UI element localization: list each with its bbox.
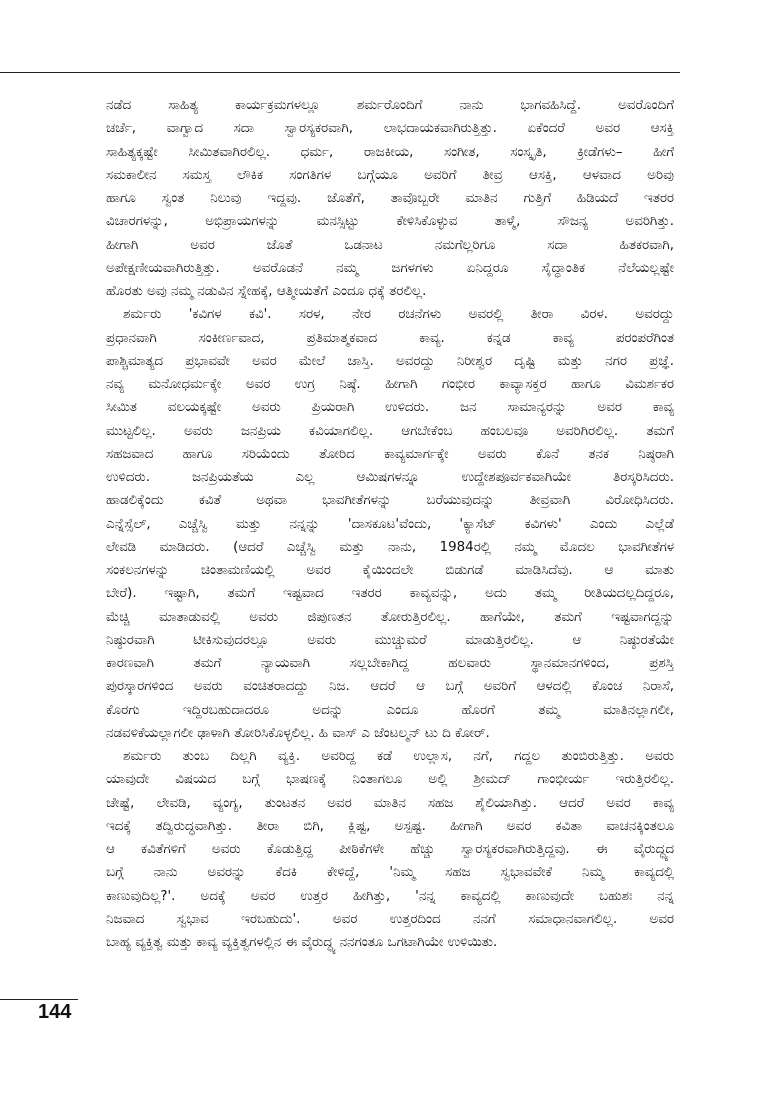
text-line: ಲೇವಡಿ ಮಾಡಿದರು. (ಆದರೆ ಎಚ್ಚೆಸ್ವಿ ಮತ್ತು ನಾನು, 1984ರಲ್ಲಿ ನಮ್ಮ ಮೊದಲ ಭಾವಗೀತೆಗಳ bbox=[106, 539, 674, 555]
paragraph bbox=[106, 94, 674, 303]
text-line: ಬೇರೆ). ಇಷ್ಟಾಗಿ, ತಮಗೆ ಇಷ್ಟವಾದ ಇತರರ ಕಾವ್ಯವನ್ನು, ಅದು ತಮ್ಮ ರೀತಿಯದಲ್ಲದಿದ್ದರೂ, bbox=[106, 586, 674, 602]
text-line: ಕೊರಗು ಇದ್ದಿರಬಹುದಾದರೂ ಅದನ್ನು ಎಂದೂ ಹೊರಗೆ ತಮ್ಮ ಮಾತಿನಲ್ಲಾಗಲೀ, bbox=[106, 702, 674, 718]
text-line: ಮೆಚ್ಚಿ ಮಾತಾಡುವಲ್ಲಿ ಅವರು ಜಿಪುಣತನ ತೋರುತ್ತಿರಲಿಲ್ಲ. ಹಾಗೆಯೇ, ತಮಗೆ ಇಷ್ಟವಾಗದ್ದನ್ನು bbox=[106, 609, 674, 625]
paragraph bbox=[106, 745, 674, 954]
text-line: ಮುಟ್ಟಲಿಲ್ಲ. ಅವರು ಜನಪ್ರಿಯ ಕವಿಯಾಗಲಿಲ್ಲ. ಆಗಬೇಕೆಂಬ ಹಂಬಲವೂ ಅವರಿಗಿರಲಿಲ್ಲ. ತಮಗೆ bbox=[106, 423, 674, 439]
text-line: ಉಳಿದರು. ಜನಪ್ರಿಯತೆಯ ಎಲ್ಲ ಆಮಿಷಗಳನ್ನೂ ಉದ್ದೇಶಪೂರ್ವಕವಾಗಿಯೇ ತಿರಸ್ಕರಿಸಿದರು. bbox=[106, 470, 674, 485]
text-line: ಆ ಕವಿತೆಗಳಿಗೆ ಅವರು ಕೊಡುತ್ತಿದ್ದ ಪೀಠಿಕೆಗಳೇ ಹೆಚ್ಚು ಸ್ವಾರಸ್ಯಕರವಾಗಿರುತ್ತಿದ್ದವು. ಈ ವೈರುದ್ಧ್ಯದ bbox=[106, 842, 674, 857]
text-line: ಪ್ರಧಾನವಾಗಿ ಸಂಕೀರ್ಣವಾದ, ಪ್ರತಿಮಾತ್ಮಕವಾದ ಕಾವ್ಯ. ಕನ್ನಡ ಕಾವ್ಯ ಪರಂಪರೆಗಿಂತ bbox=[106, 330, 674, 346]
text-line: ಶರ್ಮರು 'ಕವಿಗಳ ಕವಿ'. ಸರಳ, ನೇರ ರಚನೆಗಳು ಅವರಲ್ಲಿ ತೀರಾ ವಿರಳ. ಅವರದ್ದು bbox=[123, 307, 674, 323]
paragraph bbox=[106, 303, 674, 745]
header-rule bbox=[0, 72, 680, 73]
text-line: ಶರ್ಮರು ತುಂಬ ದಿಲ್ಲಗಿ ವ್ಯಕ್ತಿ. ಅವರಿದ್ದ ಕಡೆ ಉಲ್ಲಾಸ, ನಗೆ, ಗದ್ದಲ ತುಂಬಿರುತ್ತಿತ್ತು. ಅವರು bbox=[123, 749, 674, 764]
body-text bbox=[106, 94, 674, 954]
text-line: ಸಹಜವಾದ ಹಾಗೂ ಸರಿಯೆಂದು ತೋರಿದ ಕಾವ್ಯಮಾರ್ಗಕ್ಕೇ ಅವರು ಕೊನೆ ತನಕ ನಿಷ್ಠರಾಗಿ bbox=[106, 446, 674, 462]
page-number: 144 bbox=[38, 1001, 72, 1023]
text-line: ಸಂಕಲನಗಳನ್ನು ಚಿಂತಾಮಣಿಯಲ್ಲಿ ಅವರ ಕೈಯಿಂದಲೇ ಬಿಡುಗಡೆ ಮಾಡಿಸಿದೆವು. ಆ ಮಾತು bbox=[106, 563, 674, 578]
text-line: ಸಾಹಿತ್ಯಕ್ಕಷ್ಟೇ ಸೀಮಿತವಾಗಿರಲಿಲ್ಲ. ಧರ್ಮ, ರಾಜಕೀಯ, ಸಂಗೀತ, ಸಂಸ್ಕೃತಿ, ಕ್ರೀಡೆಗಳು– ಹೀಗೆ bbox=[106, 144, 674, 160]
text-line: ಯಾವುದೇ ವಿಷಯದ ಬಗ್ಗೆ ಭಾಷಣಕ್ಕೆ ನಿಂತಾಗಲೂ ಅಲ್ಲಿ ಶ್ರೀಮದ್ ಗಾಂಭೀರ್ಯ ಇರುತ್ತಿರಲಿಲ್ಲ. bbox=[106, 772, 674, 788]
text-line: ಇದಕ್ಕೆ ತದ್ವಿರುದ್ಧವಾಗಿತ್ತು. ತೀರಾ ಬಿಗಿ, ಕ್ಲಿಷ್ಟ, ಅಸ್ಪಷ್ಟ. ಹೀಗಾಗಿ ಅವರ ಕವಿತಾ ವಾಚನಕ್ಕಿಂತಲೂ bbox=[106, 818, 674, 834]
text-line: ಹೊರತು ಅವು ನಮ್ಮ ನಡುವಿನ ಸ್ನೇಹಕ್ಕೆ, ಆತ್ಮೀಯತೆಗೆ ಎಂದೂ ಧಕ್ಕೆ ತರಲಿಲ್ಲ. bbox=[106, 284, 427, 299]
text-line: ಚೇಷ್ಟೆ, ಲೇವಡಿ, ವ್ಯಂಗ್ಯ, ತುಂಟತನ ಅವರ ಮಾತಿನ ಸಹಜ ಶೈಲಿಯಾಗಿತ್ತು. ಆದರೆ ಅವರ ಕಾವ್ಯ bbox=[106, 795, 674, 811]
text-line: ಸಮಕಾಲೀನ ಸಮಸ್ತ ಲೌಕಿಕ ಸಂಗತಿಗಳ ಬಗ್ಗೆಯೂ ಅವರಿಗೆ ತೀವ್ರ ಆಸಕ್ತಿ, ಆಳವಾದ ಅರಿವು bbox=[106, 167, 674, 183]
text-line: ಬಾಹ್ಯ ವ್ಯಕ್ತಿತ್ವ ಮತ್ತು ಕಾವ್ಯ ವ್ಯಕ್ತಿತ್ವಗಳಲ್ಲಿನ ಈ ವೈರುದ್ಧ್ಯ ನನಗಂತೂ ಒಗಟಾಗಿಯೇ ಉಳಿಯಿತು. bbox=[106, 935, 498, 950]
text-line: ಹಾಡಲಿಕ್ಕೆಂದು ಕವಿತೆ ಅಥವಾ ಭಾವಗೀತೆಗಳನ್ನು ಬರೆಯುವುದನ್ನು ತೀವ್ರವಾಗಿ ವಿರೋಧಿಸಿದರು. bbox=[106, 493, 674, 509]
text-line: ವಿಚಾರಗಳನ್ನು, ಅಭಿಪ್ರಾಯಗಳನ್ನು ಮನಸ್ಸಿಟ್ಟು ಕೇಳಿಸಿಕೊಳ್ಳುವ ತಾಳ್ಮೆ, ಸೌಜನ್ಯ ಅವರಿಗಿತ್ತು. bbox=[106, 214, 674, 230]
text-line: ಸೀಮಿತ ವಲಯಕ್ಕಷ್ಟೇ ಅವರು ಪ್ರಿಯರಾಗಿ ಉಳಿದರು. ಜನ ಸಾಮಾನ್ಯರನ್ನು ಅವರ ಕಾವ್ಯ bbox=[106, 400, 674, 416]
text-line: ಚರ್ಚೆ, ವಾಗ್ವಾದ ಸದಾ ಸ್ವಾರಸ್ಯಕರವಾಗಿ, ಲಾಭದಾಯಕವಾಗಿರುತ್ತಿತ್ತು. ಏಕೆಂದರೆ ಅವರ ಆಸಕ್ತಿ bbox=[106, 121, 674, 137]
text-line: ಹಾಗೂ ಸ್ವಂತ ನಿಲುವು ಇದ್ದವು. ಜೊತೆಗೆ, ತಾವೊಬ್ಬರೇ ಮಾತಿನ ಗುತ್ತಿಗೆ ಹಿಡಿಯದೆ ಇತರರ bbox=[106, 191, 674, 206]
text-line: ನಿಷ್ಠುರವಾಗಿ ಟೀಕಿಸುವುದರಲ್ಲೂ ಅವರು ಮುಚ್ಚುಮರೆ ಮಾಡುತ್ತಿರಲಿಲ್ಲ. ಆ ನಿಷ್ಠುರತೆಯೇ bbox=[106, 632, 674, 648]
text-line: ಎನ್ನೆಸ್ಸೆಲ್, ಎಚ್ಚೆಸ್ವಿ ಮತ್ತು ನನ್ನನ್ನು 'ದಾಸಕೂಟ'ವೆಂದು, 'ಕ್ಯಾಸೆಟ್ ಕವಿಗಳು' ಎಂದು ಎಲ್ಲೆಡೆ bbox=[106, 516, 674, 532]
text-line: ಬಗ್ಗೆ ನಾನು ಅವರನ್ನು ಕೆದಕಿ ಕೇಳಿದ್ದೆ, 'ನಿಮ್ಮ ಸಹಜ ಸ್ವಭಾವವೇಕೆ ನಿಮ್ಮ ಕಾವ್ಯದಲ್ಲಿ bbox=[106, 865, 674, 881]
text-line: ಅಪೇಕ್ಷಣೀಯವಾಗಿರುತ್ತಿತ್ತು. ಅವರೊಡನೆ ನಮ್ಮ ಜಗಳಗಳು ಏನಿದ್ದರೂ ಸೈದ್ಧಾಂತಿಕ ನೆಲೆಯಲ್ಲಷ್ಟೇ bbox=[106, 260, 674, 276]
text-line: ನಡೆದ ಸಾಹಿತ್ಯ ಕಾರ್ಯಕ್ರಮಗಳಲ್ಲೂ ಶರ್ಮರೊಂದಿಗೆ ನಾನು ಭಾಗವಹಿಸಿದ್ದೆ. ಅವರೊಂದಿಗೆ bbox=[106, 98, 674, 113]
text-line: ಕಾಣುವುದಿಲ್ಲ?'. ಅದಕ್ಕೆ ಅವರ ಉತ್ತರ ಹೀಗಿತ್ತು, 'ನನ್ನ ಕಾವ್ಯದಲ್ಲಿ ಕಾಣುವುದೇ ಬಹುಶಃ ನನ್ನ bbox=[106, 888, 674, 904]
text-line: ಪುರಸ್ಕಾರಗಳಿಂದ ಅವರು ವಂಚಿತರಾದದ್ದು ನಿಜ. ಆದರೆ ಆ ಬಗ್ಗೆ ಅವರಿಗೆ ಆಳದಲ್ಲಿ ಕೊಂಚ ನಿರಾಸೆ, bbox=[106, 679, 674, 695]
text-line: ನಿಜವಾದ ಸ್ವಭಾವ ಇರಬಹುದು'. ಅವರ ಉತ್ತರದಿಂದ ನನಗೆ ಸಮಾಧಾನವಾಗಲಿಲ್ಲ. ಅವರ bbox=[106, 911, 674, 927]
text-line: ಕಾರಣವಾಗಿ ತಮಗೆ ನ್ಯಾಯವಾಗಿ ಸಲ್ಲಬೇಕಾಗಿದ್ದ ಹಲವಾರು ಸ್ಥಾನಮಾನಗಳಿಂದ, ಪ್ರಶಸ್ತಿ bbox=[106, 656, 674, 671]
text-line: ಪಾಶ್ಚಿಮಾತ್ಯದ ಪ್ರಭಾವವೇ ಅವರ ಮೇಲೆ ಜಾಸ್ತಿ. ಅವರದ್ದು ನಿರೀಶ್ವರ ದೃಷ್ಟಿ ಮತ್ತು ನಗರ ಪ್ರಜ್ಞೆ. bbox=[106, 353, 674, 369]
text-line: ನವ್ಯ ಮನೋಧರ್ಮಕ್ಕೇ ಅವರ ಉಗ್ರ ನಿಷ್ಠೆ. ಹೀಗಾಗಿ ಗಂಭೀರ ಕಾವ್ಯಾಸಕ್ತರ ಹಾಗೂ ವಿಮರ್ಶಕರ bbox=[106, 377, 674, 392]
text-line: ಹೀಗಾಗಿ ಅವರ ಜೊತೆ ಒಡನಾಟ ನಮಗೆಲ್ಲರಿಗೂ ಸದಾ ಹಿತಕರವಾಗಿ, bbox=[106, 237, 674, 253]
text-line: ನಡವಳಿಕೆಯಲ್ಲಾಗಲೀ ಢಾಳಾಗಿ ತೋರಿಸಿಕೊಳ್ಳಲಿಲ್ಲ. ಹಿ ವಾಸ್ ಎ ಜೆಂಟಲ್ಮನ್ ಟು ದಿ ಕೋರ್. bbox=[106, 725, 490, 741]
